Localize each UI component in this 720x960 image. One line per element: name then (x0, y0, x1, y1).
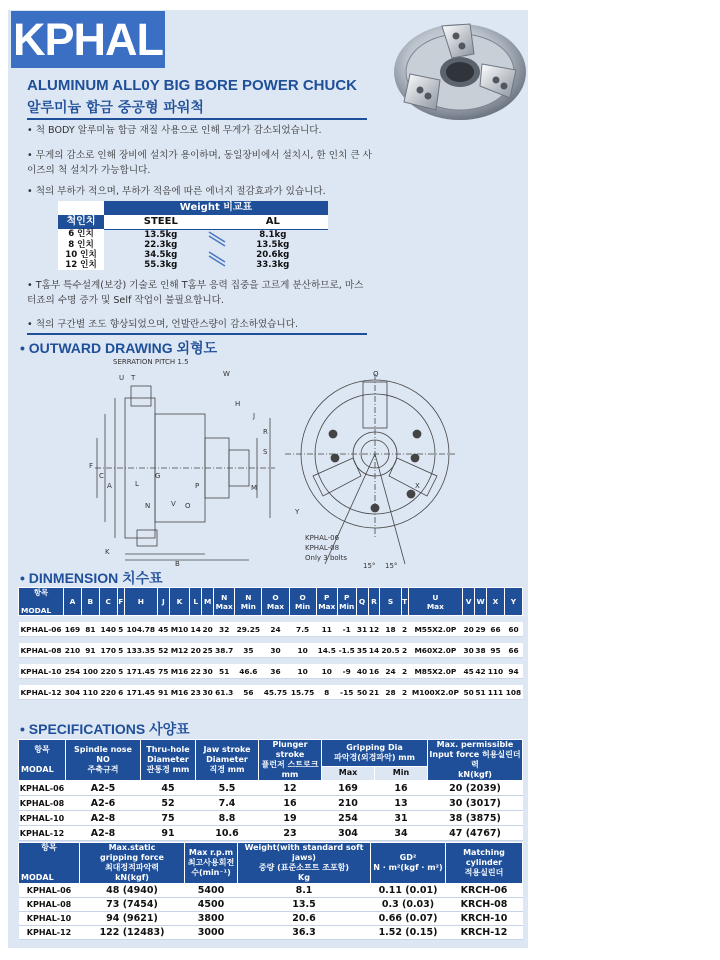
dimension-column-header: X (487, 588, 505, 616)
dimension-column-header: O Min (289, 588, 316, 616)
dimension-cell: 66 (487, 622, 505, 637)
spec2-header-cylinder: Matching cylinder 적용실린더 (446, 843, 523, 884)
weight-header-al: AL (218, 215, 328, 229)
dimension-cell: 12 (368, 622, 380, 637)
spec-cell: 304 (322, 826, 375, 841)
spec-cell: KRCH-08 (446, 898, 523, 912)
dimension-column-header: J (157, 588, 169, 616)
spec-row (19, 796, 523, 811)
spec-cell: 13 (375, 796, 428, 811)
dimension-column-header: S (380, 588, 401, 616)
dimension-cell: 140 (99, 622, 117, 637)
dimension-cell: 210 (64, 643, 82, 658)
dimension-cell: 10 (289, 664, 316, 679)
dimension-cell: 220 (99, 685, 117, 700)
spec-row (19, 898, 523, 912)
spec-cell: 20 (2039) (428, 781, 523, 796)
dimension-cell: 91 (157, 685, 169, 700)
section-specifications: • SPECIFICATIONS 사양표 (20, 721, 190, 737)
dimension-cell: M85X2.0P (408, 664, 463, 679)
dimension-cell: 171.45 (124, 685, 157, 700)
model-cell: KPHAL-06 (19, 884, 80, 898)
dimension-cell: M16 (169, 685, 189, 700)
spec-cell: A2-8 (66, 811, 141, 826)
dimension-column-header: Y (504, 588, 522, 616)
dimension-cell: 110 (487, 664, 505, 679)
model-cell: KPHAL-12 (19, 685, 64, 700)
dimension-cell: 169 (64, 622, 82, 637)
spec-cell: 91 (141, 826, 196, 841)
dimension-cell: 35 (356, 643, 368, 658)
spec-cell: A2-6 (66, 796, 141, 811)
features-underline (27, 333, 367, 335)
spec-cell: 19 (259, 811, 322, 826)
drawing-label: P (195, 482, 200, 490)
dimension-cell: 111 (487, 685, 505, 700)
model-cell: KPHAL-08 (19, 796, 66, 811)
drawing-note-1: KPHAL-06 (305, 534, 340, 542)
dimension-cell: 304 (64, 685, 82, 700)
spec-cell: 48 (4940) (80, 884, 185, 898)
dimension-column-header: O Max (262, 588, 289, 616)
dimension-cell: 254 (64, 664, 82, 679)
spec2-header-rpm: Max r.p.m 최고사용회전 수(min⁻¹) (185, 843, 238, 884)
model-cell: KPHAL-10 (19, 811, 66, 826)
dimension-cell: 20.5 (380, 643, 401, 658)
dimension-cell: 81 (81, 622, 99, 637)
dimension-cell: 38 (475, 643, 487, 658)
spec-cell: 8.8 (196, 811, 259, 826)
spec-row (19, 912, 523, 926)
spec-cell: 169 (322, 781, 375, 796)
drawing-label: M (251, 484, 258, 492)
dimension-column-header: C (99, 588, 117, 616)
spec1-header-plunger: Plunger stroke 플런저 스트로크 mm (259, 740, 322, 781)
dimension-row (19, 664, 523, 679)
comparison-arrows-icon (205, 228, 229, 272)
spec-cell: 36.3 (238, 926, 371, 940)
spec1-header-spindle: Spindle nose NO 주축규격 (66, 740, 141, 781)
spec-cell: 16 (259, 796, 322, 811)
dimension-cell: 66 (504, 643, 522, 658)
spec-cell: 45 (141, 781, 196, 796)
dimension-cell: -1.5 (337, 643, 356, 658)
drawing-note-3: Only 3 bolts (305, 554, 347, 562)
dimension-cell: 31 (356, 622, 368, 637)
dimension-cell: 36 (262, 664, 289, 679)
dimension-cell: 46.6 (235, 664, 262, 679)
dimension-cell: M10 (169, 622, 189, 637)
spec-cell: KRCH-06 (446, 884, 523, 898)
dimension-corner: 항목 MODAL (19, 588, 64, 616)
drawing-label: J (253, 412, 256, 420)
weight-row: 12 인치 55.3kg 33.3kg (58, 260, 328, 270)
spec-cell: 210 (322, 796, 375, 811)
dimension-row (19, 643, 523, 658)
spec-cell: 30 (3017) (428, 796, 523, 811)
serration-label: SERRATION PITCH 1.5 (113, 358, 189, 366)
spec-cell: 47 (4767) (428, 826, 523, 841)
section-dimension: • DINMENSION 치수표 (20, 570, 163, 586)
dimension-cell: 29.25 (235, 622, 262, 637)
product-title: ALUMINUM ALL0Y BIG BORE POWER CHUCK (27, 77, 357, 94)
drawing-label: H (235, 400, 241, 408)
dimension-column-header: P Min (337, 588, 356, 616)
dimension-cell: 38.7 (214, 643, 235, 658)
dimension-cell: 91 (81, 643, 99, 658)
spec-cell: 52 (141, 796, 196, 811)
spec-cell: 34 (375, 826, 428, 841)
dimension-cell: 16 (368, 664, 380, 679)
dimension-cell: 5 (117, 643, 124, 658)
spec-cell: 73 (7454) (80, 898, 185, 912)
feature-bullet-2: • 무게의 감소로 인해 장비에 설치가 용이하며, 동일장비에서 설치시, 한 인치 큰 사이즈의 척 설치가 가능합니다. (27, 150, 372, 176)
dimension-row (19, 685, 523, 700)
dimension-table (18, 587, 523, 706)
spec-cell: 3800 (185, 912, 238, 926)
drawing-label: U (119, 374, 125, 382)
dimension-cell: 2 (401, 664, 408, 679)
spec1-header-gripping: Gripping Dia 파악경(외경파악) mm (322, 740, 428, 767)
spec2-corner: 항목 MODAL (19, 843, 80, 884)
model-cell: KPHAL-06 (19, 622, 64, 637)
dimension-cell: -9 (337, 664, 356, 679)
spec-cell: 3000 (185, 926, 238, 940)
spec2-header-gripping-force: Max.static gripping force 최대정적파악력 kN(kgf) (80, 843, 185, 884)
model-cell: KPHAL-08 (19, 643, 64, 658)
dimension-cell: 24 (262, 622, 289, 637)
dimension-cell: 51 (475, 685, 487, 700)
weight-row: 8 인치 22.3kg 13.5kg (58, 240, 328, 250)
spec-cell: 75 (141, 811, 196, 826)
dimension-cell: 104.78 (124, 622, 157, 637)
dimension-cell: M60X2.0P (408, 643, 463, 658)
spec-cell: KRCH-12 (446, 926, 523, 940)
dimension-cell: 32 (214, 622, 235, 637)
feature-bullet-4: • T홈부 특수설계(보강) 기술로 인해 T홈부 응력 집중을 고르게 분산하므로, 마스터죠의 수명 증가 및 Self 작업이 불필요합니다. (27, 280, 364, 306)
weight-table-caption: Weight 비교표 (104, 201, 328, 215)
model-cell: KPHAL-12 (19, 826, 66, 841)
dimension-cell: 52 (157, 643, 169, 658)
spec-cell: 94 (9621) (80, 912, 185, 926)
dimension-row (19, 622, 523, 637)
dimension-cell: 8 (316, 685, 337, 700)
spec-cell: 122 (12483) (80, 926, 185, 940)
brand-logo: KPHAL (11, 11, 165, 68)
spec-cell: 13.5 (238, 898, 371, 912)
spec-cell: 5.5 (196, 781, 259, 796)
dimension-cell: 21 (368, 685, 380, 700)
model-cell: KPHAL-06 (19, 781, 66, 796)
dimension-column-header: F (117, 588, 124, 616)
dimension-cell: 7.5 (289, 622, 316, 637)
product-title-korean: 알루미늄 합금 중공형 파워척 (27, 100, 204, 116)
dimension-cell: 5 (117, 622, 124, 637)
dimension-column-header: B (81, 588, 99, 616)
weight-row: 6 인치 13.5kg 8.1kg (58, 229, 328, 240)
dimension-cell: 100 (81, 664, 99, 679)
dimension-cell: 95 (487, 643, 505, 658)
dimension-cell: M12 (169, 643, 189, 658)
drawing-label: B (175, 560, 180, 568)
dimension-cell: 20 (202, 622, 214, 637)
dimension-cell: 20 (190, 643, 202, 658)
title-underline (27, 118, 367, 120)
specifications-table-2 (18, 842, 523, 940)
drawing-label: X (415, 482, 420, 490)
drawing-label: A (107, 482, 112, 490)
spec-cell: 23 (259, 826, 322, 841)
dimension-cell: 108 (504, 685, 522, 700)
feature-bullet-1: • 척 BODY 알루미늄 합금 재질 사용으로 인해 무게가 감소되었습니다. (27, 125, 322, 136)
dimension-cell: 14 (368, 643, 380, 658)
drawing-label: Q (373, 370, 379, 378)
spec-cell: 7.4 (196, 796, 259, 811)
model-cell: KPHAL-12 (19, 926, 80, 940)
dimension-cell: 45 (157, 622, 169, 637)
spec-cell: 10.6 (196, 826, 259, 841)
dimension-cell: 22 (190, 664, 202, 679)
dimension-column-header: H (124, 588, 157, 616)
dimension-cell: 2 (401, 685, 408, 700)
spec-cell: 0.11 (0.01) (371, 884, 446, 898)
spec-cell: KRCH-10 (446, 912, 523, 926)
dimension-column-header: L (190, 588, 202, 616)
model-cell: KPHAL-08 (19, 898, 80, 912)
dimension-cell: 94 (504, 664, 522, 679)
dimension-column-header: R (368, 588, 380, 616)
model-cell: KPHAL-10 (19, 912, 80, 926)
dimension-cell: M100X2.0P (408, 685, 463, 700)
model-cell: KPHAL-10 (19, 664, 64, 679)
spec-cell: A2-8 (66, 826, 141, 841)
drawing-note-2: KPHAL-08 (305, 544, 340, 552)
spec-cell: 12 (259, 781, 322, 796)
dimension-cell: 170 (99, 643, 117, 658)
spec1-header-input-force: Max. permissible Input force 허용실린더력 kN(kgf) (429, 740, 521, 779)
dimension-cell: 11 (316, 622, 337, 637)
drawing-label: T (131, 374, 136, 382)
spec-row (19, 826, 523, 841)
spec2-header-gd2: GD² N · m²(kgf · m²) (371, 843, 446, 884)
weight-comparison-table (58, 201, 328, 270)
dimension-cell: 171.45 (124, 664, 157, 679)
angle-label: 15° (363, 562, 376, 570)
drawing-label: V (171, 500, 176, 508)
spec-cell: 38 (3875) (428, 811, 523, 826)
dimension-cell: 18 (380, 622, 401, 637)
drawing-label: F (89, 462, 94, 470)
dimension-column-header: W (475, 588, 487, 616)
dimension-cell: -1 (337, 622, 356, 637)
dimension-cell: 15.75 (289, 685, 316, 700)
drawing-label: C (99, 472, 104, 480)
drawing-label: W (223, 370, 230, 378)
dimension-cell: 10 (316, 664, 337, 679)
spec-cell: 1.52 (0.15) (371, 926, 446, 940)
dimension-column-header: M (202, 588, 214, 616)
drawing-label: N (145, 502, 151, 510)
dimension-cell: 20 (463, 622, 475, 637)
dimension-column-header: N Max (214, 588, 235, 616)
dimension-cell: 50 (356, 685, 368, 700)
spec2-header-weight: Weight(with standard soft jaws) 중량 (표준소프트 조포함) Kg (238, 843, 371, 884)
dimension-cell: 110 (81, 685, 99, 700)
spec-cell: 20.6 (238, 912, 371, 926)
chuck-photo (382, 14, 530, 122)
dimension-cell: 30 (463, 643, 475, 658)
drawing-label: O (185, 502, 191, 510)
dimension-cell: 29 (475, 622, 487, 637)
spec-cell: 16 (375, 781, 428, 796)
dimension-cell: 35 (235, 643, 262, 658)
spec-cell: 4500 (185, 898, 238, 912)
dimension-cell: 25 (202, 643, 214, 658)
dimension-column-header: Q (356, 588, 368, 616)
dimension-cell: 6 (117, 685, 124, 700)
dimension-cell: 220 (99, 664, 117, 679)
dimension-cell: M55X2.0P (408, 622, 463, 637)
spec1-sub-min: Min (375, 766, 428, 780)
weight-row: 10 인치 34.5kg 20.6kg (58, 250, 328, 260)
spec-cell: 31 (375, 811, 428, 826)
dimension-cell: 30 (262, 643, 289, 658)
spec-row (19, 811, 523, 826)
section-outward-drawing: • OUTWARD DRAWING 외형도 (20, 340, 218, 356)
spec-row (19, 926, 523, 940)
feature-bullet-5: • 척의 구간별 조도 향상되었으며, 언발란스량이 감소하였습니다. (27, 319, 299, 330)
dimension-cell: 5 (117, 664, 124, 679)
dimension-column-header: A (64, 588, 82, 616)
dimension-cell: 45 (463, 664, 475, 679)
dimension-cell: -15 (337, 685, 356, 700)
spec-cell: 0.3 (0.03) (371, 898, 446, 912)
drawing-label: G (155, 472, 161, 480)
drawing-label: Y (295, 508, 300, 516)
spec-cell: 254 (322, 811, 375, 826)
spec-cell: 5400 (185, 884, 238, 898)
dimension-cell: 24 (380, 664, 401, 679)
dimension-column-header: P Max (316, 588, 337, 616)
angle-label: 15° (385, 562, 398, 570)
dimension-cell: 30 (202, 685, 214, 700)
dimension-cell: 75 (157, 664, 169, 679)
dimension-cell: 133.35 (124, 643, 157, 658)
dimension-cell: 56 (235, 685, 262, 700)
dimension-cell: 14.5 (316, 643, 337, 658)
dimension-column-header: U Max (408, 588, 463, 616)
spec1-header-thru-hole: Thru-hole Diameter 관통경 mm (141, 740, 196, 781)
dimension-cell: 45.75 (262, 685, 289, 700)
spec-cell: A2-5 (66, 781, 141, 796)
dimension-cell: 60 (504, 622, 522, 637)
dimension-cell: 2 (401, 622, 408, 637)
dimension-column-header: N Min (235, 588, 262, 616)
dimension-column-header: T (401, 588, 408, 616)
dimension-cell: 28 (380, 685, 401, 700)
spec1-corner: 항목 MODAL (19, 740, 66, 781)
feature-bullet-3: • 척의 부하가 적으며, 부하가 적음에 따른 에너지 절감효과가 있습니다. (27, 186, 326, 197)
dimension-cell: 10 (289, 643, 316, 658)
dimension-cell: 30 (202, 664, 214, 679)
weight-header-steel: STEEL (104, 215, 218, 229)
weight-header-inch: 척인치 (58, 215, 104, 229)
dimension-cell: 42 (475, 664, 487, 679)
drawing-label: L (135, 480, 139, 488)
specifications-table-1 (18, 739, 523, 841)
drawing-label: K (105, 548, 110, 556)
outward-drawing (75, 358, 455, 570)
spec-cell: 0.66 (0.07) (371, 912, 446, 926)
dimension-cell: 40 (356, 664, 368, 679)
dimension-cell: M16 (169, 664, 189, 679)
spec-row (19, 781, 523, 796)
spec1-sub-max: Max (322, 766, 375, 780)
dimension-cell: 14 (190, 622, 202, 637)
drawing-label: R (263, 428, 268, 436)
dimension-cell: 51 (214, 664, 235, 679)
spec-row (19, 884, 523, 898)
dimension-column-header: V (463, 588, 475, 616)
spec1-header-jaw-stroke: Jaw stroke Diameter 직경 mm (196, 740, 259, 781)
dimension-column-header: K (169, 588, 189, 616)
dimension-cell: 50 (463, 685, 475, 700)
dimension-cell: 23 (190, 685, 202, 700)
drawing-label: S (263, 448, 268, 456)
dimension-cell: 2 (401, 643, 408, 658)
dimension-cell: 61.3 (214, 685, 235, 700)
spec-cell: 8.1 (238, 884, 371, 898)
